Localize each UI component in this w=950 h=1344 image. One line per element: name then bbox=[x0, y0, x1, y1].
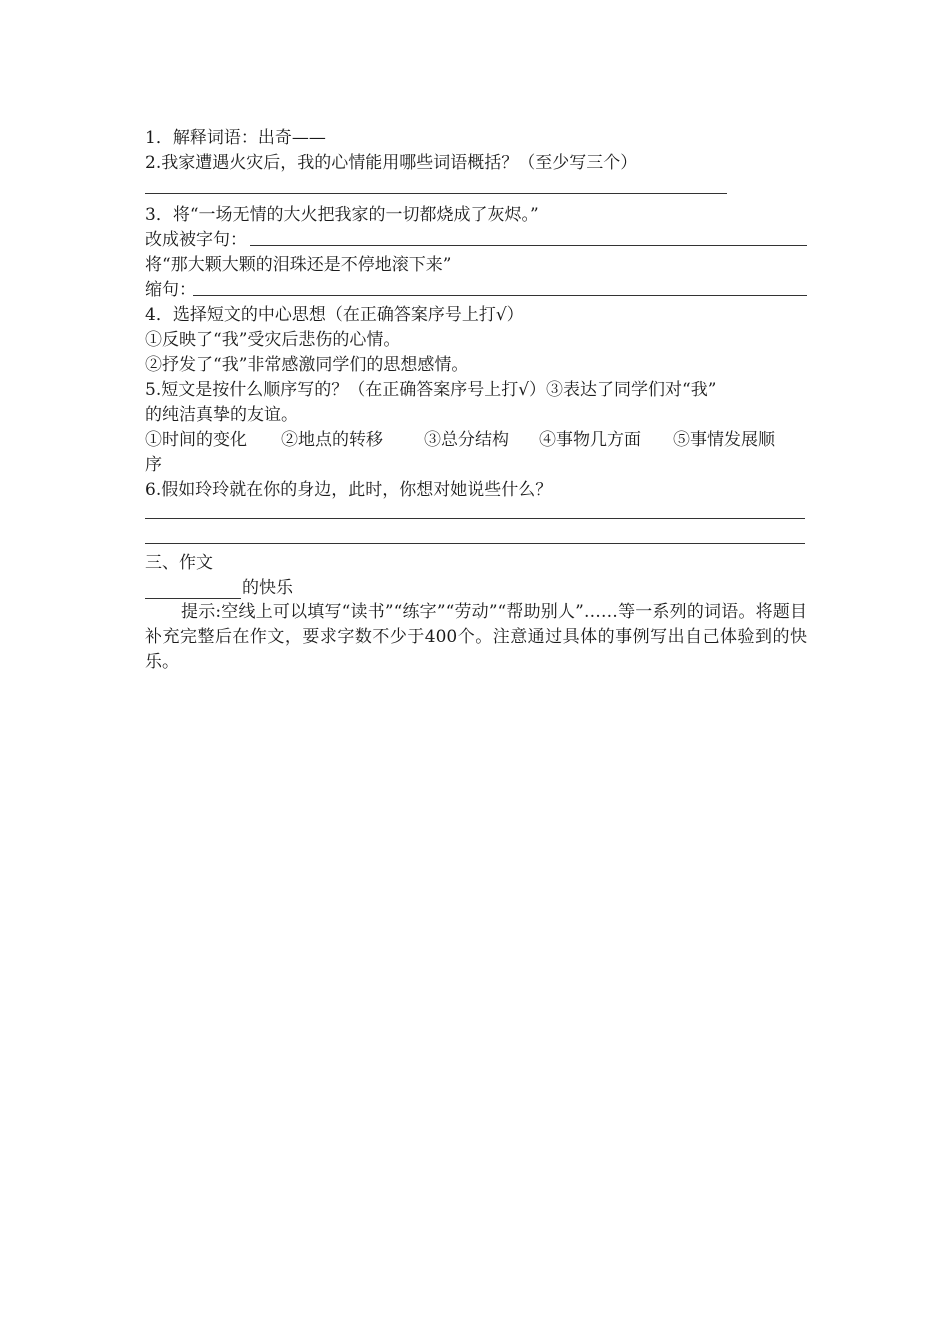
question-3b: 将“那大颗大颗的泪珠还是不停地滚下来” bbox=[145, 255, 452, 275]
q4-option-2[interactable]: ②抒发了“我”非常感激同学们的思想感情。 bbox=[145, 355, 469, 375]
q5-option-5[interactable]: ⑤事情发展顺 bbox=[673, 430, 775, 450]
question-1: 1．解释词语：出奇—— bbox=[145, 128, 326, 148]
answer-line-q6-2[interactable] bbox=[145, 543, 805, 544]
question-3: 3．将“一场无情的大火把我家的一切都烧成了灰烬。” bbox=[145, 205, 539, 225]
question-5-line1: 5.短文是按什么顺序写的？（在正确答案序号上打√）③表达了同学们对“我” bbox=[145, 380, 717, 400]
q5-option-1[interactable]: ①时间的变化 bbox=[145, 430, 247, 450]
answer-line-shorten[interactable] bbox=[193, 295, 807, 296]
question-6: 6.假如玲玲就在你的身边，此时，你想对她说些什么？ bbox=[145, 480, 553, 500]
answer-line-q6-1[interactable] bbox=[145, 518, 805, 519]
question-4: 4．选择短文的中心思想（在正确答案序号上打√） bbox=[145, 305, 524, 325]
q5-option-4[interactable]: ④事物几方面 bbox=[539, 430, 641, 450]
composition-heading: 三、作文 bbox=[145, 553, 213, 573]
answer-line-passive[interactable] bbox=[250, 245, 807, 246]
q5-option-5-wrap: 序 bbox=[145, 455, 162, 475]
composition-hint: 提示:空线上可以填写“读书”“练字”“劳动”“帮助别人”……等一系列的词语。将题目补充完整后在作文，要求字数不少于400个。注意通过具体的事例写出自己体验到的快乐。 bbox=[145, 602, 807, 672]
q5-option-3[interactable]: ③总分结构 bbox=[424, 430, 509, 450]
composition-title-suffix: 的快乐 bbox=[242, 578, 293, 598]
passive-label: 改成被字句： bbox=[145, 230, 247, 250]
composition-title bbox=[145, 577, 293, 599]
title-blank[interactable] bbox=[145, 582, 241, 599]
question-5-line2: 的纯洁真挚的友谊。 bbox=[145, 405, 298, 425]
shorten-label: 缩句： bbox=[145, 280, 196, 300]
answer-line-q2[interactable] bbox=[145, 193, 727, 194]
q5-option-2[interactable]: ②地点的转移 bbox=[281, 430, 383, 450]
q4-option-1[interactable]: ①反映了“我”受灾后悲伤的心情。 bbox=[145, 330, 401, 350]
question-2: 2.我家遭遇火灾后，我的心情能用哪些词语概括？（至少写三个） bbox=[145, 153, 638, 173]
